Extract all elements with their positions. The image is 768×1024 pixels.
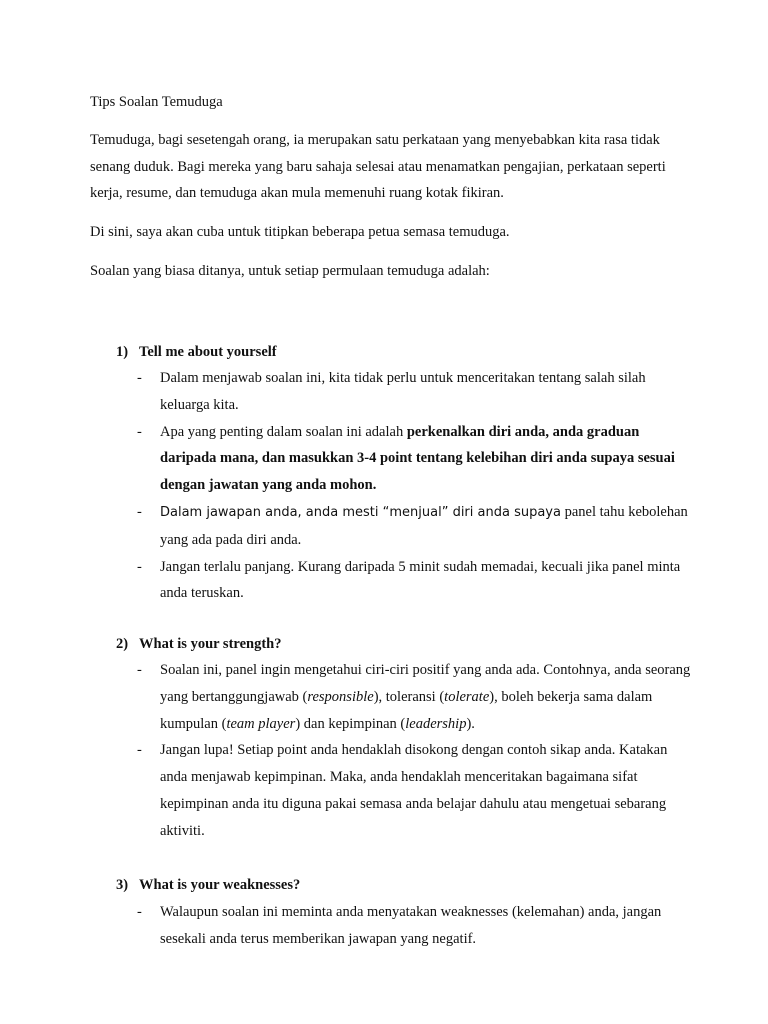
bullet-italic-text: tolerate [444, 688, 490, 705]
section-3-bullets [137, 899, 697, 953]
bullet-bold-text: perkenalkan diri anda, anda graduan daripada mana, dan masukkan 3-4 point tentang kelebihan diri anda supaya sesuai dengan jawatan yang anda mohon. [160, 423, 675, 494]
bullet-text: panel tahu kebolehan yang ada pada diri anda. [160, 503, 688, 548]
bullet-dash: - [137, 742, 142, 759]
bullet-sans-text: Dalam jawapan anda, anda mesti “menjual” diri anda supaya [160, 504, 561, 520]
bullet-dash: - [137, 662, 142, 678]
list-item [137, 737, 697, 844]
document-title: Tips Soalan Temuduga [90, 94, 223, 110]
section-1-heading [116, 342, 277, 362]
section-1-bullets [137, 365, 697, 607]
bullet-dash: - [137, 904, 142, 920]
list-item [137, 657, 697, 737]
bullet-dash: - [137, 370, 142, 386]
list-item [137, 899, 697, 953]
list-item [137, 365, 697, 419]
section-2-heading [116, 634, 281, 654]
section-3-heading [116, 875, 300, 895]
bullet-text: ) dan kepimpinan ( [295, 715, 406, 732]
bullet-text: ), toleransi ( [373, 688, 445, 705]
section-1-number: 1) [116, 344, 129, 360]
bullet-dash: - [137, 423, 142, 440]
section-2-title: What is your strength? [139, 636, 282, 652]
bullet-text: Jangan terlalu panjang. Kurang daripada 5 minit sudah memadai, kecuali jika panel minta anda teruskan. [160, 558, 681, 602]
bullet-dash: - [137, 558, 142, 575]
section-2-bullets [137, 657, 697, 845]
bullet-text: Jangan lupa! Setiap point anda hendaklah disokong dengan contoh sikap anda. Katakan anda menjawab kepimpinan. Maka, anda hendaklah menceritakan bagaimana sifat kepimpinan anda itu diguna pakai semasa anda belajar dahulu atau mengetuai sebarang aktiviti. [160, 742, 668, 839]
section-1-title: Tell me about yourself [139, 344, 277, 360]
list-item [137, 499, 697, 554]
bullet-italic-text: team player [226, 715, 296, 732]
section-2-number: 2) [116, 636, 129, 652]
bullet-italic-text: leadership [405, 715, 467, 732]
bullet-text: Dalam menjawab soalan ini, kita tidak perlu untuk menceritakan tentang salah silah keluarga kita. [160, 370, 646, 413]
bullet-text: ). [466, 715, 475, 732]
paragraph-3: Soalan yang biasa ditanya, untuk setiap permulaan temuduga adalah: [90, 263, 490, 279]
bullet-italic-text: responsible [307, 688, 374, 705]
paragraph-2: Di sini, saya akan cuba untuk titipkan beberapa petua semasa temuduga. [90, 224, 510, 240]
bullet-text: Walaupun soalan ini meminta anda menyatakan weaknesses (kelemahan) anda, jangan sesekali anda terus memberikan jawapan yang negatif. [160, 904, 662, 947]
list-item [137, 554, 697, 608]
bullet-text: ), boleh bekerja sama dalam kumpulan ( [160, 688, 653, 732]
bullet-text: Apa yang penting dalam soalan ini adalah [160, 423, 407, 440]
section-3-number: 3) [116, 877, 129, 893]
intro-paragraph: Temuduga, bagi sesetengah orang, ia merupakan satu perkataan yang menyebabkan kita rasa tidak senang duduk. Bagi mereka yang baru sahaja selesai atau menamatkan pengajian, perkataan seperti kerja, resume, dan temuduga akan mula memenuhi ruang kotak fikiran. [90, 132, 666, 201]
section-3-title: What is your weaknesses? [139, 877, 301, 893]
bullet-dash: - [137, 503, 142, 520]
bullet-text: Soalan ini, panel ingin mengetahui ciri-ciri positif yang anda ada. Contohnya, anda seorang yang bertanggungjawab ( [160, 662, 691, 705]
list-item [137, 419, 697, 499]
